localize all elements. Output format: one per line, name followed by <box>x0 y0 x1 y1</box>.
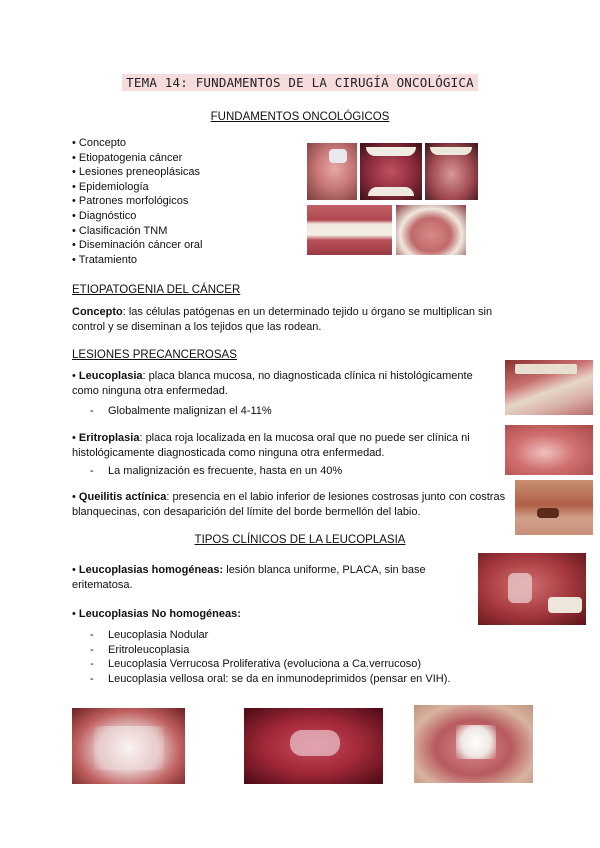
photo-detail <box>329 149 347 163</box>
section-heading-tipos: TIPOS CLÍNICOS DE LA LEUCOPLASIA <box>194 534 406 546</box>
list-item: • Etiopatogenia cáncer <box>72 151 202 166</box>
photo-lesion <box>94 726 164 770</box>
photo-lesion <box>537 508 559 518</box>
queilitis-paragraph: • Queilitis actínica: presencia en el labio inferior de lesiones costrosas junto con costras blanquecinas, con desaparición del límite del borde bermellón del labio. <box>72 491 506 518</box>
photo-mouth-3 <box>425 143 478 200</box>
list-item: • Diseminación cáncer oral <box>72 238 202 253</box>
photo-teeth <box>548 597 582 613</box>
definition: : las células patógenas en un determinado tejido u órgano se multiplican sin control y se diseminan a los tejidos que las rodean. <box>72 306 493 333</box>
no-homogeneas-list <box>90 628 450 686</box>
photo-plaque <box>508 573 532 603</box>
photo-eritroplasia <box>505 425 593 475</box>
list-item: • Clasificación TNM <box>72 224 202 239</box>
eritroplasia-paragraph: • Eritroplasia: placa roja localizada en la mucosa oral que no puede ser clínica ni histológicamente diagnosticada como ninguna otra enfermedad. <box>72 432 470 459</box>
list-item: • Patrones morfológicos <box>72 194 202 209</box>
photo-teeth-bottom <box>368 187 414 196</box>
photo-eritroleucoplasia <box>244 708 383 784</box>
definition: : placa roja localizada en la mucosa oral que no puede ser clínica ni histológicamente diagnosticada como ninguna otra enfermedad. <box>72 432 470 459</box>
photo-lesion <box>290 730 340 756</box>
eritroplasia-sub: - La malignización es frecuente, hasta en un 40% <box>90 465 343 477</box>
definition: : presencia en el labio inferior de lesiones costrosas junto con costras blanquecinas, con desaparición del límite del borde bermellón del labio. <box>72 491 506 518</box>
page-title: TEMA 14: FUNDAMENTOS DE LA CIRUGÍA ONCOLÓGICA <box>122 74 478 91</box>
photo-teeth-front <box>307 205 392 255</box>
list-item: - Leucoplasia Verrucosa Proliferativa (evoluciona a Ca.verrucoso) <box>90 658 422 671</box>
photo-leucoplasia-nodular <box>72 708 185 784</box>
list-item: • Lesiones preneoplásicas <box>72 165 202 180</box>
definition: lesión blanca uniforme, PLACA, sin base eritematosa. <box>72 564 426 591</box>
term: Leucoplasias homogéneas: <box>78 564 224 576</box>
section-heading-fundamentos: FUNDAMENTOS ONCOLÓGICOS <box>210 111 390 123</box>
list-item: • Tratamiento <box>72 253 202 268</box>
photo-queilitis <box>515 480 593 535</box>
list-item: - Leucoplasia vellosa oral: se da en inmunodeprimidos (pensar en VIH). <box>90 672 451 685</box>
term: Eritroplasia <box>78 432 140 444</box>
photo-leucoplasia-verrucosa <box>414 705 533 783</box>
term: Queilitis actínica <box>78 491 167 503</box>
concepto-paragraph <box>72 305 512 335</box>
list-item: - Leucoplasia Nodular <box>90 629 209 641</box>
photo-lesion <box>456 725 496 759</box>
photo-teeth <box>515 364 577 374</box>
leucoplasia-paragraph: • Leucoplasia: placa blanca mucosa, no diagnosticada clínica ni histológicamente como ninguna otra enfermedad. <box>72 370 473 397</box>
sub-text: Globalmente malignizan el 4-11% <box>108 405 272 417</box>
term: Leucoplasias No homogéneas: <box>78 608 241 620</box>
section-heading-etiopatogenia: ETIOPATOGENIA DEL CÁNCER <box>72 284 241 296</box>
sub-text: La malignización es frecuente, hasta en un 40% <box>108 465 343 477</box>
photo-mouth-2 <box>360 143 422 200</box>
list-item: • Diagnóstico <box>72 209 202 224</box>
photo-palate <box>396 205 466 255</box>
list-item: • Epidemiología <box>72 180 202 195</box>
term: Concepto <box>72 306 123 318</box>
definition: : placa blanca mucosa, no diagnosticada clínica ni histológicamente como ninguna otra enfermedad. <box>72 370 473 397</box>
term: Leucoplasia <box>78 370 143 382</box>
photo-leucoplasia <box>505 360 593 415</box>
photo-teeth <box>430 147 472 155</box>
photo-mouth-1 <box>307 143 357 200</box>
homogeneas-paragraph: • Leucoplasias homogéneas: lesión blanca uniforme, PLACA, sin base eritematosa. <box>72 564 426 591</box>
list-item: • Concepto <box>72 136 202 151</box>
leucoplasia-sub: - Globalmente malignizan el 4-11% <box>90 405 272 417</box>
topic-list <box>72 136 202 267</box>
photo-teeth-top <box>366 147 416 156</box>
section-heading-lesiones: LESIONES PRECANCEROSAS <box>72 349 237 361</box>
title-wrap <box>0 74 600 91</box>
no-homogeneas-paragraph: • Leucoplasias No homogéneas: <box>72 608 241 620</box>
photo-homogenea <box>478 553 586 625</box>
list-item: - Eritroleucoplasia <box>90 643 190 656</box>
